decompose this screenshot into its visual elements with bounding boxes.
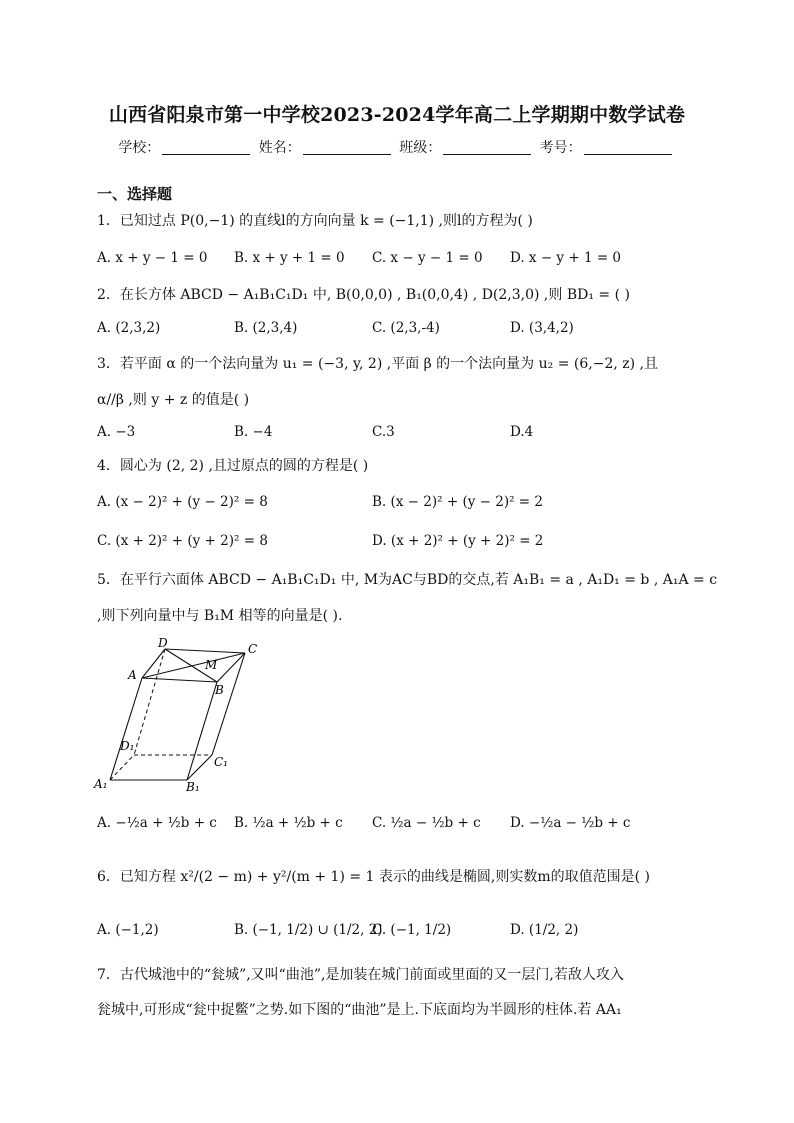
- option-d[interactable]: D. −½a − ½b + c: [510, 815, 631, 831]
- edge-dd1-hidden: [134, 649, 165, 755]
- option-b[interactable]: B. x + y + 1 = 0: [234, 250, 345, 266]
- option-b[interactable]: B. ½a + ½b + c: [234, 815, 343, 831]
- question-3-line2: α//β ,则 y + z 的值是( ): [97, 392, 250, 408]
- option-a[interactable]: A. (−1,2): [97, 922, 159, 938]
- question-7: 7．古代城池中的“瓮城”,又叫“曲池”,是加装在城门前面或里面的又一层门,若敌人攻入: [97, 967, 624, 983]
- label-a1: A₁: [94, 777, 108, 791]
- option-c[interactable]: C. x − y − 1 = 0: [372, 250, 483, 266]
- edge-cd: [165, 649, 245, 653]
- option-c[interactable]: C. (x + 2)² + (y + 2)² = 8: [97, 533, 268, 549]
- option-d[interactable]: D.4: [510, 424, 534, 440]
- option-d[interactable]: D. (1/2, 2): [510, 922, 579, 938]
- label-b: B: [215, 683, 224, 697]
- name-label: 姓名：: [258, 140, 301, 156]
- class-label: 班级：: [399, 140, 442, 156]
- option-a[interactable]: A. x + y − 1 = 0: [97, 250, 208, 266]
- label-a: A: [128, 668, 137, 682]
- diagonal-ac: [142, 653, 245, 678]
- label-c: C: [248, 642, 258, 656]
- question-6: 6．已知方程 x²/(2 − m) + y²/(m + 1) = 1 表示的曲线是椭圆,则实数m的取值范围是( ): [97, 869, 651, 885]
- option-d[interactable]: D. x − y + 1 = 0: [510, 250, 622, 266]
- option-b[interactable]: B. −4: [234, 424, 273, 440]
- school-label: 学校：: [118, 140, 161, 156]
- option-d[interactable]: D. (x + 2)² + (y + 2)² = 2: [372, 533, 544, 549]
- parallelepiped-figure: [92, 638, 272, 798]
- label-m: M: [205, 658, 218, 672]
- label-c1: C₁: [214, 755, 228, 769]
- option-a[interactable]: A. (2,3,2): [97, 320, 161, 336]
- question-4: 4．圆心为 (2, 2) ,且过原点的圆的方程是( ): [97, 458, 369, 474]
- option-a[interactable]: A. (x − 2)² + (y − 2)² = 8: [97, 494, 268, 510]
- label-b1: B₁: [186, 780, 200, 794]
- option-c[interactable]: C. (2,3,-4): [372, 320, 440, 336]
- option-c[interactable]: C.3: [372, 424, 395, 440]
- class-blank[interactable]: [443, 140, 531, 155]
- question-5-line2: ,则下列向量中与 B₁M 相等的向量是( ).: [97, 608, 343, 624]
- label-d1: D₁: [120, 739, 135, 753]
- name-blank[interactable]: [303, 140, 391, 155]
- id-blank[interactable]: [584, 140, 672, 155]
- option-d[interactable]: D. (3,4,2): [510, 320, 574, 336]
- option-c[interactable]: C. ½a − ½b + c: [372, 815, 481, 831]
- student-info-row: [0, 137, 794, 157]
- school-blank[interactable]: [162, 140, 250, 155]
- label-d: D: [158, 638, 168, 650]
- page-title: 山西省阳泉市第一中学校2023-2024学年高二上学期期中数学试卷: [108, 104, 686, 126]
- question-7-line2: 瓮城中,可形成“瓮中捉鳖”之势.如下图的“曲池”是上.下底面均为半圆形的柱体.若 AA₁: [97, 1002, 622, 1018]
- option-c[interactable]: C. (−1, 1/2): [372, 922, 452, 938]
- id-label: 考号：: [539, 140, 582, 156]
- section-heading: 一、选择题: [97, 185, 173, 203]
- option-b[interactable]: B. (x − 2)² + (y − 2)² = 2: [372, 494, 543, 510]
- question-5: 5．在平行六面体 ABCD − A₁B₁C₁D₁ 中, M为AC与BD的交点,若 A₁B₁ = a , A₁D₁ = b , A₁A = c: [97, 572, 718, 588]
- edge-aa1: [110, 678, 142, 780]
- question-3: 3．若平面 α 的一个法向量为 u₁ = (−3, y, 2) ,平面 β 的一个法向量为 u₂ = (6,−2, z) ,且: [97, 356, 658, 372]
- option-b[interactable]: B. (−1, 1/2) ∪ (1/2, 2): [234, 922, 383, 938]
- option-b[interactable]: B. (2,3,4): [234, 320, 298, 336]
- option-a[interactable]: A. −3: [97, 424, 136, 440]
- edge-ab: [142, 678, 217, 682]
- question-1: 1．已知过点 P(0,−1) 的直线l的方向向量 k = (−1,1) ,则l的方程为( ): [97, 213, 533, 229]
- option-a[interactable]: A. −½a + ½b + c: [97, 815, 217, 831]
- question-2: 2．在长方体 ABCD − A₁B₁C₁D₁ 中, B(0,0,0) , B₁(0,0,4) , D(2,3,0) ,则 BD₁ = ( ): [97, 287, 630, 303]
